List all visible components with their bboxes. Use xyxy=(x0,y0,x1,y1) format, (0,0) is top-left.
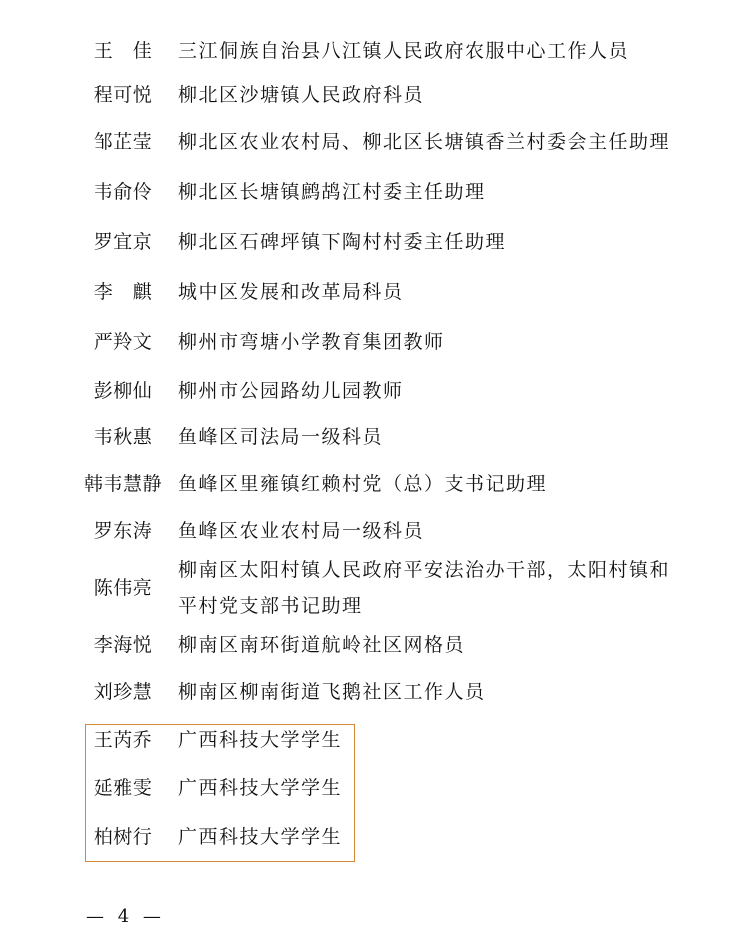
person-unit: 柳北区石碑坪镇下陶村村委主任助理 xyxy=(178,231,507,253)
person-unit: 柳南区柳南街道飞鹅社区工作人员 xyxy=(178,681,486,703)
person-name: 李海悦 xyxy=(93,634,153,656)
person-unit: 广西科技大学学生 xyxy=(178,777,343,799)
person-unit: 三江侗族自治县八江镇人民政府农服中心工作人员 xyxy=(178,40,630,62)
person-name: 陈伟亮 xyxy=(93,577,153,599)
person-unit: 城中区发展和改革局科员 xyxy=(178,281,404,303)
person-unit: 广西科技大学学生 xyxy=(178,729,343,751)
person-unit: 柳北区沙塘镇人民政府科员 xyxy=(178,84,425,106)
person-name: 李 麒 xyxy=(93,281,153,303)
person-name: 邹芷莹 xyxy=(93,131,153,153)
person-name: 韦俞伶 xyxy=(93,181,153,203)
person-unit: 柳北区长塘镇鹧鸪江村委主任助理 xyxy=(178,181,486,203)
person-unit: 鱼峰区农业农村局一级科员 xyxy=(178,520,425,542)
person-unit: 柳北区农业农村局、柳北区长塘镇香兰村委会主任助理 xyxy=(178,131,671,153)
person-name: 刘珍慧 xyxy=(93,681,153,703)
person-unit-line-2: 平村党支部书记助理 xyxy=(178,595,363,617)
person-unit-line-1: 柳南区太阳村镇人民政府平安法治办干部，太阳村镇和 xyxy=(178,559,671,581)
person-unit: 鱼峰区司法局一级科员 xyxy=(178,426,384,448)
person-unit: 柳南区南环街道航岭社区网格员 xyxy=(178,634,466,656)
person-unit: 柳州市公园路幼儿园教师 xyxy=(178,380,404,402)
person-name: 韦秋惠 xyxy=(93,426,153,448)
person-name: 罗东涛 xyxy=(93,520,153,542)
person-name: 罗宜京 xyxy=(93,231,153,253)
person-name: 王 佳 xyxy=(93,40,153,62)
person-unit: 鱼峰区里雍镇红赖村党（总）支书记助理 xyxy=(178,473,548,495)
page-number: — 4 — xyxy=(86,906,165,927)
person-unit: 柳州市弯塘小学教育集团教师 xyxy=(178,331,445,353)
person-name: 韩韦慧静 xyxy=(83,473,162,495)
person-name: 延雅雯 xyxy=(93,777,153,799)
person-name: 柏树行 xyxy=(93,826,153,848)
person-name: 王芮乔 xyxy=(93,729,153,751)
person-unit: 广西科技大学学生 xyxy=(178,826,343,848)
person-name: 彭柳仙 xyxy=(93,380,153,402)
list-item xyxy=(0,552,740,624)
person-name: 严羚文 xyxy=(93,331,153,353)
person-name: 程可悦 xyxy=(93,84,153,106)
